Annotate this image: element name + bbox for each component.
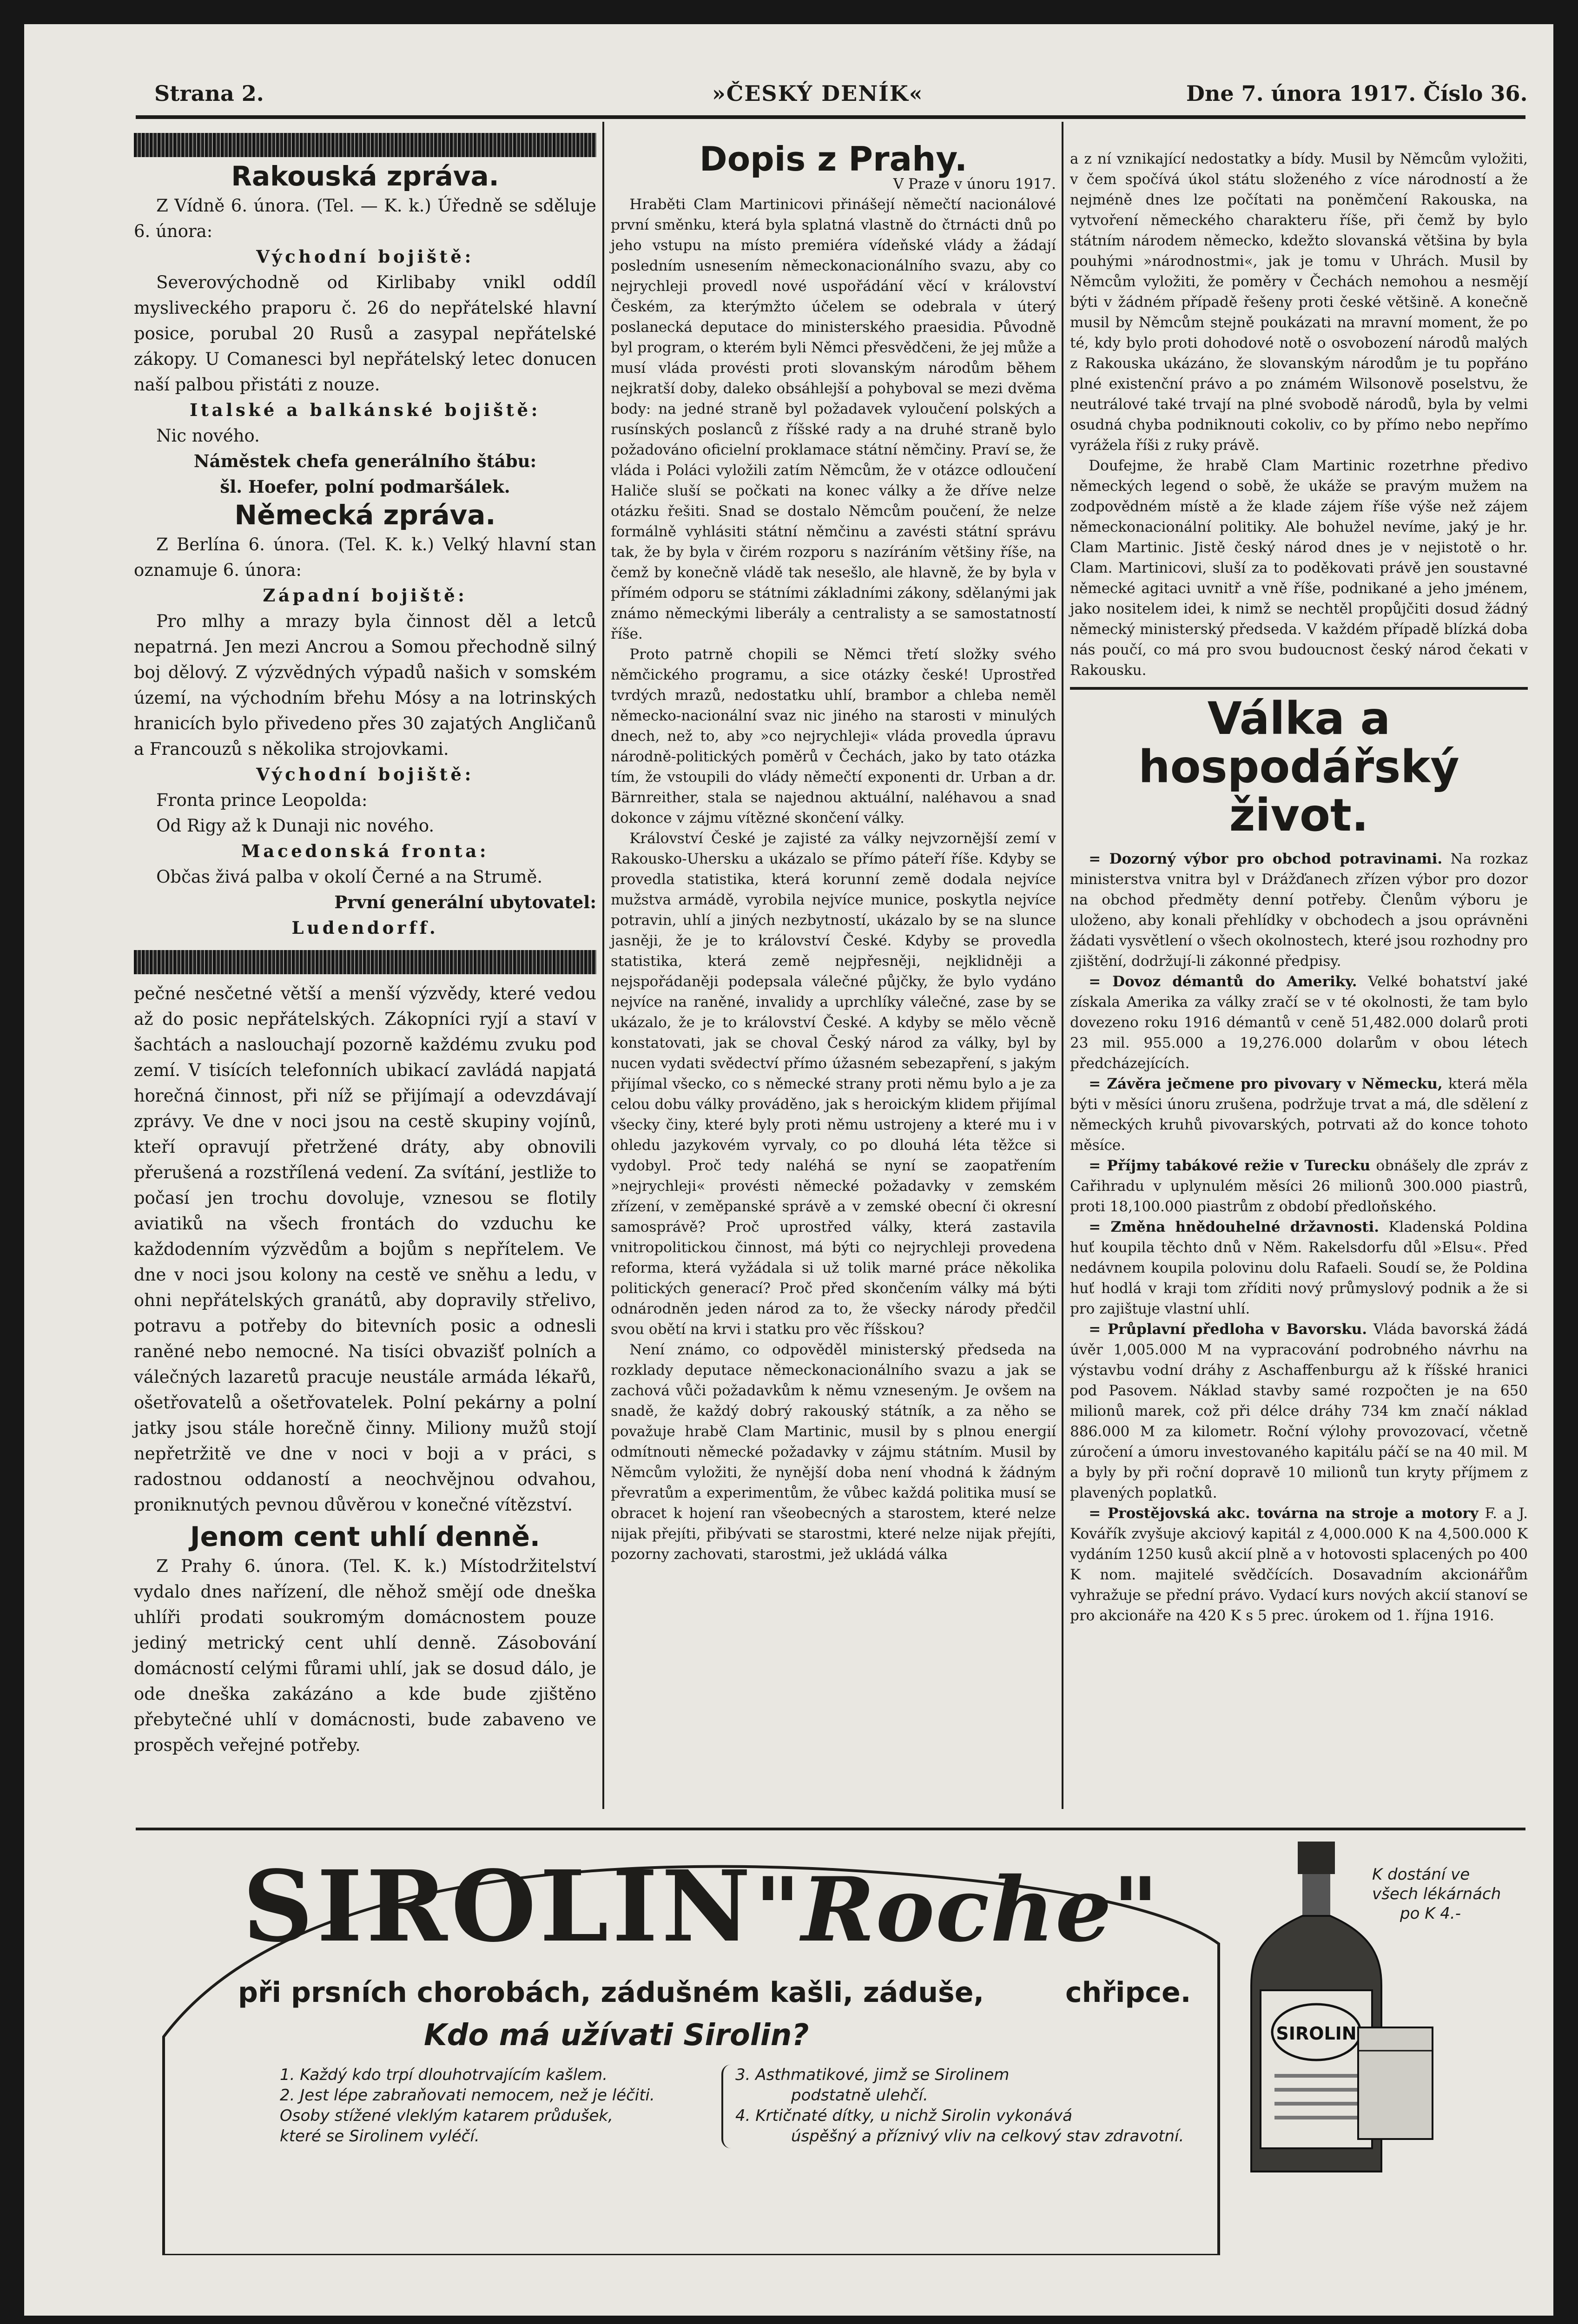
news-item: = Změna hnědouhelné državnosti. Kladenská Poldina huť koupila těchto dnů v Něm. Rakelsdorfu důl »Elsu«. Před nedávnem koupila polovinu dolu Rafaeli. Soudí se, že Poldina huť hodlá v kraji tom zříditi nový průmyslový podnik a že si pro zajištuje vlastní uhlí.: [1070, 1219, 1528, 1317]
ad-tagline-end: chřipce.: [1065, 1976, 1191, 2009]
section-band: [134, 133, 596, 157]
news-item: = Závěra ječmene pro pivovary v Německu, která měla býti v měsíci únoru zrušena, podržuje trvat a má, dle sdělení z německých kruhů pivovarských, potrvati až do konce tohoto měsíce.: [1070, 1076, 1528, 1154]
signature-name: Ludendorff.: [291, 918, 439, 938]
sirolin-advertisement: [136, 1837, 1525, 2255]
ad-list-item: 4. Krtičnaté dítky, u nichž Sirolin vykonává: [735, 2106, 1072, 2125]
column-divider-2: [1062, 122, 1063, 1809]
signature-title: Náměstek chefa generálního štábu:: [193, 451, 537, 471]
paragraph: Od Rigy až k Dunaji nic nového.: [156, 816, 435, 836]
paragraph: Království České je zajisté za války nejvzornější zemí v Rakousko-Uhersku a ukázalo se přímo páteří říše. Kdyby se provedla statistika, která korunní země dodala nejvíce mužstva armádě, vyrobila nejvíce munice, poskytla nejvíce potravin, uhlí a jiných nezbytností, ukázalo by se na slunce jasněji, že je to království České. Kdyby se provedla statistika, která země nejpřesněji, nejklidněji a nejspořádaněji podepsala válečné půjčky, že bylo vydáno nejvíce na raněné, invalidy a uprchlíky válečné, zase by se ukázalo, že je to království České. A kdyby se mělo věcně konstatovati, jak se choval Český národ za války, byl by nucen vydati svědectví přímo úžasném sebezapření, s jakým přijímal všecko, co s německé strany proti němu bylo a je za celou dobu války prováděno, jak s heroickým klidem přijímal všecky činy, které byly proti němu ustrojeny a které mu i v ohledu jazykovém vyrvaly, co po dlouhá léta těžce si vydobyl. Proč tedy naléhá se nyní se zaopatřením »nejrychleji« provésti německé požadavky v zemském zřízení, v zeměpanské správě a v zemské obecní či okresní samosprávě? Proč uprostřed války, která zastavila vnitropolitickou činnost, má býti co nejrychleji provedena reforma, která vyžádala si už tolik marné práce několika politických generací? Proč před skončením války má býti odnárodněn jeden národ za to, že všecky národy předčil svou obětí na krvi i statku pro věc říšskou?: [611, 830, 1056, 1338]
column-1: [134, 131, 596, 1758]
ad-brand-name: SIROLIN: [243, 1849, 755, 1964]
ad-list-item: 1. Každý kdo trpí dlouhotrvajícím kašlem.: [280, 2066, 608, 2084]
paragraph: Severovýchodně od Kirlibaby vnikl oddíl mysliveckého praporu č. 26 do nepřátelské hlavní posice, porubal 20 Rusů a zasypal nepřátelské zákopy. U Comanesci byl nepřátelský letec donucen naší palbou přistáti z nouze.: [134, 272, 596, 395]
subheading: Macedonská fronta:: [241, 841, 489, 861]
column-divider-1: [602, 122, 604, 1809]
header-rule: [136, 115, 1525, 119]
paragraph: a z ní vznikající nedostatky a bídy. Musil by Němcům vyložiti, v čem spočívá úkol státu složeného z více národností a že nejméně dnes lze počítati na poněmčení Rakouska, na vytvoření německého charakteru říše, při čemž by bylo státním národem německo, kdežto slovanská většina by byla pouhými »národnostmi«, jak je tomu v Uhrách. Musil by Němcům vyložiti, že poměry v Čechách nemohou a nesmějí býti v žádném případě řešeny proti české většině. A konečně musil by Němcům stejně poukázati na mravní moment, že po té, kdy bylo proti dohodové notě o osvobození národů malých z Rakouska ukázáno, že slovanským národům je tu popřáno plné existenční právo a po známém Wilsonově poselstvu, že neutrálové také trvají na plné svobodě národů, byla by velmi osudná chyba podniknouti cokoliv, co by přímo nebo nepřímo vyrážela říši z ruky právě.: [1070, 151, 1528, 454]
sirolin-box-image: [1354, 2023, 1437, 2144]
ad-list-item: které se Sirolinem vyléčí.: [280, 2127, 480, 2146]
ad-brand: [243, 1849, 1160, 1964]
ad-note-line: K dostání ve: [1372, 1865, 1470, 1884]
ad-list-item: 2. Jest lépe zabraňovati nemocem, než je léčiti.: [280, 2086, 655, 2105]
ad-note-line: po K 4.-: [1400, 1904, 1461, 1923]
subheading: Východní bojiště:: [256, 764, 474, 785]
ad-list-item: podstatně ulehčí.: [791, 2086, 928, 2105]
article-intro: Z Berlína 6. února. (Tel. K. k.) Velký hlavní stan oznamuje 6. února:: [134, 535, 596, 580]
paragraph: pečné nesčetné větší a menší výzvědy, které vedou až do posic nepřátelských. Zákopníci ryjí a staví v šachtách a naslouchají pozorně každému zvuku pod zemí. V tisících telefonních ubikací zavládá napjatá horečná činnost, při níž se přijímají a odevzdávají zprávy. Ve dne v noci jsou na cestě skupiny vojínů, kteří opravují přetržené dráty, aby obnovili přerušená a rozstřílená vedení. Za svítání, jestliže to počasí jen trochu dovoluje, vznesou se flotily aviatiků na všech frontách do vzduchu ke každodenním výzvědům a bojům s nepřítelem. Ve dne v noci jsou kolony na cestě ve sněhu a ledu, v ohni nepřátelských granátů, aby dopravily střelivo, potravu a potřeby do bitevních posic a odnesli raněné nebo nemocné. Na tisíci obvazišť polních a válečných lazaretů pracuje neustále armáda lékařů, ošetřovatelů a ošetřovatelek. Polní pekárny a polní jatky jsou stále horečně činny. Miliony mužů stojí nepřetržitě ve dne v noci v boji a v práci, s radostnou oddaností a neochvějnou odvahou, proniknutých pevnou důvěrou v konečné vítězství.: [134, 984, 596, 1515]
article-intro: Z Vídně 6. února. (Tel. — K. k.) Úředně se sděluje 6. února:: [134, 196, 596, 241]
paragraph: Občas živá palba v okolí Černé a na Strumě.: [156, 867, 543, 887]
paragraph: Nic nového.: [156, 426, 260, 446]
article-title: Rakouská zpráva.: [231, 160, 499, 192]
ad-brace: [721, 2065, 733, 2148]
bottle-label: SIROLIN: [1276, 2023, 1357, 2044]
news-item: = Prostějovská akc. továrna na stroje a motory F. a J. Kovářík zvyšuje akciový kapitál z 4,000.000 K na 4,500.000 K vydáním 1250 kusů akcií plně a v hotovosti splacených po 400 K nom. majitelé svědčících. Dosavadním akcionářům vyhražuje se přední právo. Vydací kurs nových akcií stanoví se pro akcionáře na 420 K s 5 prec. úrokem od 1. října 1916.: [1070, 1505, 1528, 1624]
ad-top-rule: [136, 1828, 1525, 1830]
section-band: [134, 950, 596, 974]
paragraph: Fronta prince Leopolda:: [156, 790, 368, 810]
article-title: Německá zpráva.: [234, 499, 496, 531]
dateline: V Praze v únoru 1917.: [893, 176, 1056, 192]
newspaper-page: [24, 24, 1553, 2316]
news-item: = Dozorný výbor pro obchod potravinami. Na rozkaz ministerstva vnitra byl v Drážďanech zřízen výbor pro dozor na obchod předměty denní potřeby. Členům výboru je uloženo, aby konali přehlídky v obchodech a jsou oprávněni žádati vysvětlení o všech okolnostech, které jsou rozhodny pro zjištění, dodržují-li zákonné předpisy.: [1070, 851, 1528, 970]
news-item: = Dovoz démantů do Ameriky. Velké bohatství jaké získala Amerika za války zračí se v té okolnosti, že tam bylo dovezeno roku 1916 démantů v ceně 51,482.000 dolarů proti 23 mil. 955.000 a 19,276.000 dolarům v obou létech předcházejících.: [1070, 973, 1528, 1072]
ad-question: Kdo má užívati Sirolin?: [424, 2018, 809, 2053]
news-item: = Příjmy tabákové režie v Turecku obnášely dle zpráv z Cařihradu v uplynulém měsíci 26 milionů 300.000 piastrů, proti 18,100.000 piastrům z období předloňského.: [1070, 1157, 1528, 1215]
ad-list-item: Osoby stížené vleklým katarem průdušek,: [280, 2106, 613, 2125]
ad-brand-roche: "Roche": [754, 1858, 1160, 1961]
ad-list-right: [735, 2065, 1247, 2146]
ad-note-line: všech lékárnách: [1372, 1885, 1501, 1903]
ad-tagline: při prsních chorobách, zádušném kašli, záduše,: [238, 1976, 984, 2009]
paragraph: Pro mlhy a mrazy byla činnost děl a letců nepatrná. Jen mezi Ancrou a Somou přechodně silný boj dělový. Z výzvědných výpadů našich v somském území, na východním břehu Mósy a na lotrinských hranicích bylo přivedeno přes 30 zajatých Angličanů a Francouzů s několika strojovkami.: [134, 611, 596, 759]
article-title: Jenom cent uhlí denně.: [190, 1521, 540, 1552]
paragraph: Z Prahy 6. února. (Tel. K. k.) Místodržitelství vydalo dnes nařízení, dle něhož smějí ode dneška uhlíři prodati soukromým domácnostem pouze jediný metrický cent uhlí denně. Zásobování domácností celými fůrami uhlí, jak se dosud dálo, je ode dneška zakázáno a kde bude zjištěno přebytečné uhlí v domácnosti, bude zabaveno ve prospěch veřejné potřeby.: [134, 1556, 596, 1755]
page-number: Strana 2.: [154, 81, 264, 106]
column-3: [1070, 149, 1528, 1626]
signature-title: První generální ubytovatel:: [334, 892, 596, 912]
paragraph: Hraběti Clam Martinicovi přinášejí němečtí nacionálové první směnku, která byla splatná vlastně do čtrnácti dnů po jeho vstupu na místo premiéra vídeňské vlády a žádají posledním usnesením německonacionálního svazu, aby co nejrychleji provedl nové uspořádání věcí v království Českém, za kterýmžto účelem se odebrala v úterý poslanecká deputace do ministerského praesidia. Původně byl program, o kterém byli Němci přesvědčeni, že jej může a musí vláda provésti proti slovanským národům během nejkratší doby, daleko obsáhlejší a pohyboval se mezi dvěma body: na jedné straně byl požadavek vyloučení polských a rusínských poslanců z říšské rady a na druhé straně bylo požadováno oficielní proklamace státní němčiny. Praví se, že vláda i Poláci vyložili zatím Němcům, že v otázce odloučení Haliče sluší se počkati na konec války a že dříve nelze otázku řešiti. Snad se dostalo Němcům poučení, že nelze formálně vyhlásiti státní němčinu a zavésti státní správu tak, že by byla v čirém rozporu s nazíráním většiny říše, na čemž by konečně vládě tak nesešlo, ale hlavně, že by byla v přímém odporu se státními základními zákony, sdělanými jak známo německými liberály a centralisty a se samostatností říše.: [611, 196, 1056, 642]
section-rule: [1070, 687, 1528, 690]
column-2: [611, 139, 1056, 1565]
ad-note: [1372, 1865, 1501, 1923]
article-title: Dopis z Prahy.: [699, 139, 968, 178]
subheading: Západní bojiště:: [263, 585, 468, 606]
news-item: = Průplavní předloha v Bavorsku. Vláda bavorská žádá úvěr 1,005.000 M na vypracování podrobného návrhu na výstavbu vodní dráhy z Aschaffenburgu až k říšské hranici pod Pasovem. Náklad stavby samé rozpočten je na 650 milionů marek, což při délce dráhy 734 km značí náklad 886.000 M za kilometr. Roční výlohy provozovací, včetně zúročení a úmoru investovaného kapitálu páčí se na 40 mil. M a byly by při roční dopravě 10 milionů tun kryty příjmem z plavených poplatků.: [1070, 1321, 1528, 1501]
paragraph: Proto patrně chopili se Němci třetí složky svého němčického programu, a sice otázky české! Uprostřed tvrdých mrazů, nedostatku uhlí, brambor a chleba neměl německo-nacionální svaz nic jiného na starosti v minulých dnech, než to, aby »co nejrychleji« vláda provedla úpravu národně-politických poměrů v Čechách, jako by tato otázka tím, že vstoupili do vlády němečtí exponenti dr. Urban a dr. Bärnreither, stala se najednou aktuální, naléhavou a snad dokonce v zájmu vítězné skončení války.: [611, 646, 1056, 826]
section-title: Válka a hospodářský život.: [1138, 693, 1459, 841]
news-items: [1070, 849, 1528, 1626]
ad-list-item: úspěšný a příznivý vliv na celkový stav zdravotní.: [791, 2127, 1184, 2146]
paragraph: Není známo, co odpověděl ministerský předseda na rozklady deputace německonacionálního svazu a jak se zachová vůči požadavkům k němu vzneseným. Je ovšem na snadě, že každý dobrý rakouský státník, a za něho se považuje hrabě Clam Martinic, musil by s plnou energií odmítnouti německé požadavky v zájmu státním. Musil by Němcům vyložiti, že nynější doba není vhodná k žádným převratům a experimentům, že vůbec každá politika musí se obracet k hojení ran všeobecných a starostem, které nelze nijak přejíti, přibývati se starostmi, které nelze nijak přejíti, pozorny zachovati, starostmi, jež ukládá válka: [611, 1341, 1056, 1563]
masthead: »ČESKÝ DENÍK«: [712, 81, 924, 106]
date-issue: Dne 7. února 1917. Číslo 36.: [1186, 81, 1528, 106]
subheading: Východní bojiště:: [256, 246, 474, 267]
subheading: Italské a balkánské bojiště:: [189, 400, 541, 420]
signature-name: šl. Hoefer, polní podmaršálek.: [220, 476, 510, 497]
paragraph: Doufejme, že hrabě Clam Martinic rozetrhne předivo německých legend o sobě, že ukáže se pravým mužem na zodpovědném místě a že klade zájem říše výše než zájem německonacionální politiky. Ale bohužel nevíme, jaký je hr. Clam Martinic. Jistě český národ dnes je v nejistotě o hr. Clam. Martinicovi, sluší za to poděkovati právě jen soustavné německé agitaci uvnitř a vně říše, podnikané a jeho jménem, jako nositelem idei, k nimž se nechtěl propůjčiti dosud žádný německý ministerský předseda. V každém případě blízká doba nás poučí, co má pro svou budoucnost český národ čekati v Rakousku.: [1070, 457, 1528, 679]
ad-list-item: 3. Asthmatikové, jimž se Sirolinem: [735, 2066, 1010, 2084]
